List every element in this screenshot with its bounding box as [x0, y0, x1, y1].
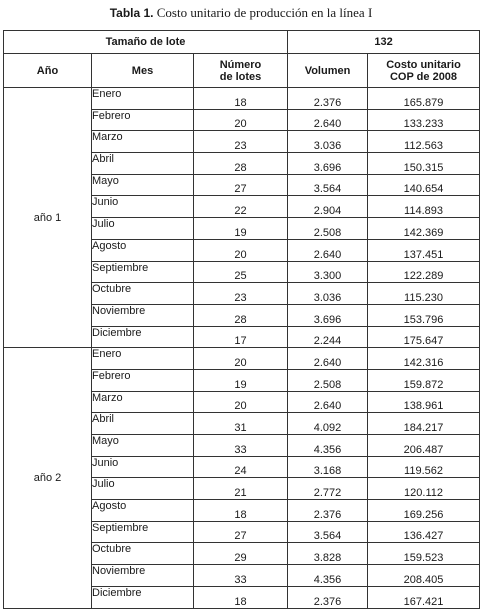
lots-cell: 23	[194, 131, 288, 153]
lots-cell: 20	[194, 391, 288, 413]
lots-cell: 19	[194, 369, 288, 391]
volume-cell: 3.564	[288, 174, 368, 196]
month-cell: Noviembre	[92, 565, 194, 587]
cost-cell: 138.961	[368, 391, 480, 413]
volume-cell: 3.168	[288, 456, 368, 478]
volume-cell: 3.828	[288, 543, 368, 565]
lots-cell: 28	[194, 153, 288, 175]
month-cell: Mayo	[92, 435, 194, 457]
volume-cell: 3.036	[288, 283, 368, 305]
month-cell: Marzo	[92, 131, 194, 153]
month-cell: Abril	[92, 413, 194, 435]
lots-cell: 33	[194, 435, 288, 457]
month-cell: Junio	[92, 456, 194, 478]
lots-cell: 29	[194, 543, 288, 565]
volume-cell: 2.640	[288, 391, 368, 413]
production-cost-table	[3, 30, 480, 609]
cost-cell: 142.316	[368, 348, 480, 370]
volume-cell: 3.300	[288, 261, 368, 283]
cost-cell: 114.893	[368, 196, 480, 218]
table-body	[4, 88, 480, 609]
cost-cell: 115.230	[368, 283, 480, 305]
month-cell: Agosto	[92, 239, 194, 261]
volume-cell: 4.356	[288, 435, 368, 457]
volume-cell: 2.376	[288, 88, 368, 110]
cost-cell: 119.562	[368, 456, 480, 478]
lots-cell: 17	[194, 326, 288, 348]
lots-cell: 31	[194, 413, 288, 435]
lots-cell: 28	[194, 304, 288, 326]
cost-cell: 169.256	[368, 500, 480, 522]
table-caption	[0, 2, 482, 24]
volume-cell: 4.092	[288, 413, 368, 435]
cost-cell: 140.654	[368, 174, 480, 196]
month-cell: Julio	[92, 478, 194, 500]
lot-size-value: 132	[288, 31, 480, 54]
volume-cell: 3.696	[288, 153, 368, 175]
volume-column-header: Volumen	[288, 54, 368, 88]
cost-cell: 142.369	[368, 218, 480, 240]
lots-cell: 24	[194, 456, 288, 478]
lots-cell: 33	[194, 565, 288, 587]
month-cell: Julio	[92, 218, 194, 240]
volume-cell: 2.244	[288, 326, 368, 348]
lots-cell: 20	[194, 239, 288, 261]
lots-cell: 23	[194, 283, 288, 305]
lots-cell: 20	[194, 109, 288, 131]
cost-cell: 120.112	[368, 478, 480, 500]
volume-cell: 2.508	[288, 218, 368, 240]
volume-cell: 2.508	[288, 369, 368, 391]
cost-cell: 184.217	[368, 413, 480, 435]
year-cell: año 1	[4, 88, 92, 348]
month-cell: Febrero	[92, 109, 194, 131]
volume-cell: 3.696	[288, 304, 368, 326]
lots-cell: 18	[194, 586, 288, 608]
volume-cell: 3.036	[288, 131, 368, 153]
month-cell: Diciembre	[92, 586, 194, 608]
cost-cell: 150.315	[368, 153, 480, 175]
caption-label: Tabla 1.	[109, 6, 154, 20]
cost-cell: 112.563	[368, 131, 480, 153]
table-row	[4, 88, 480, 110]
header-row-columns	[4, 54, 480, 88]
volume-cell: 2.772	[288, 478, 368, 500]
lots-header-line2: de lotes	[219, 70, 262, 83]
month-cell: Abril	[92, 153, 194, 175]
cost-cell: 159.872	[368, 369, 480, 391]
cost-cell: 165.879	[368, 88, 480, 110]
volume-cell: 2.376	[288, 586, 368, 608]
cost-cell: 133.233	[368, 109, 480, 131]
month-cell: Enero	[92, 88, 194, 110]
caption-title: Costo unitario de producción en la línea I	[153, 5, 373, 20]
lots-cell: 20	[194, 348, 288, 370]
lots-cell: 27	[194, 521, 288, 543]
lot-size-header: Tamaño de lote	[4, 31, 288, 54]
month-cell: Enero	[92, 348, 194, 370]
cost-cell: 136.427	[368, 521, 480, 543]
lots-cell: 25	[194, 261, 288, 283]
cost-cell: 122.289	[368, 261, 480, 283]
lots-cell: 19	[194, 218, 288, 240]
lots-cell: 18	[194, 88, 288, 110]
month-cell: Octubre	[92, 283, 194, 305]
cost-cell: 175.647	[368, 326, 480, 348]
month-cell: Mayo	[92, 174, 194, 196]
cost-cell: 206.487	[368, 435, 480, 457]
table-row	[4, 348, 480, 370]
cost-header-line2: COP de 2008	[389, 70, 458, 83]
month-cell: Noviembre	[92, 304, 194, 326]
volume-cell: 4.356	[288, 565, 368, 587]
month-cell: Octubre	[92, 543, 194, 565]
cost-cell: 208.405	[368, 565, 480, 587]
volume-cell: 2.640	[288, 348, 368, 370]
month-cell: Septiembre	[92, 261, 194, 283]
month-cell: Septiembre	[92, 521, 194, 543]
month-cell: Febrero	[92, 369, 194, 391]
lots-column-header	[194, 54, 288, 88]
cost-cell: 167.421	[368, 586, 480, 608]
volume-cell: 2.904	[288, 196, 368, 218]
month-cell: Agosto	[92, 500, 194, 522]
volume-cell: 2.640	[288, 109, 368, 131]
lots-cell: 18	[194, 500, 288, 522]
cost-column-header	[368, 54, 480, 88]
month-cell: Junio	[92, 196, 194, 218]
volume-cell: 2.376	[288, 500, 368, 522]
year-column-header: Año	[4, 54, 92, 88]
lots-cell: 27	[194, 174, 288, 196]
header-row-lot-size	[4, 31, 480, 54]
lots-cell: 21	[194, 478, 288, 500]
cost-cell: 137.451	[368, 239, 480, 261]
year-cell: año 2	[4, 348, 92, 608]
cost-cell: 159.523	[368, 543, 480, 565]
month-cell: Marzo	[92, 391, 194, 413]
cost-cell: 153.796	[368, 304, 480, 326]
lots-cell: 22	[194, 196, 288, 218]
volume-cell: 2.640	[288, 239, 368, 261]
cost-header-line1: Costo unitario	[386, 58, 461, 71]
lots-header-line1: Número	[219, 58, 262, 71]
month-column-header: Mes	[92, 54, 194, 88]
volume-cell: 3.564	[288, 521, 368, 543]
month-cell: Diciembre	[92, 326, 194, 348]
